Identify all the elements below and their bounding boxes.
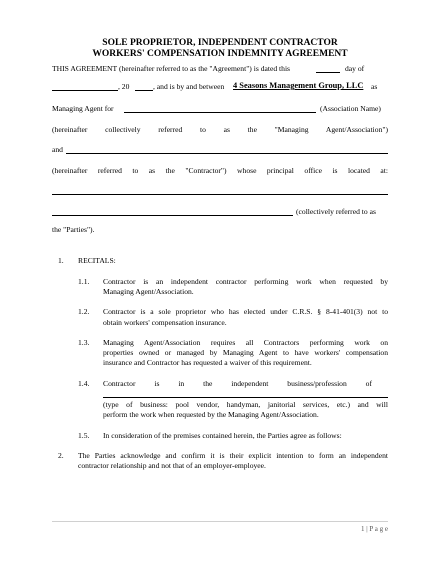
intro-line-1-day: day of: [345, 64, 365, 73]
footer-divider: [52, 521, 388, 522]
intro-parties: the "Parties").: [52, 225, 95, 234]
recital-1-2-number: 1.2.: [78, 307, 90, 316]
page-number: 1: [361, 525, 365, 533]
recital-1-4-number: 1.4.: [78, 379, 90, 388]
section-2-line-2: contractor relationship and not that of an employer-employee.: [78, 461, 266, 470]
recital-1-4-line-1: Contractor is in the independent business/profession of: [103, 379, 372, 388]
intro-year-prefix: , 20: [118, 82, 130, 91]
blank-association-name: [124, 112, 316, 113]
association-name-label: (Association Name): [320, 104, 381, 113]
section-2-line-1: The Parties acknowledge and confirm it is their explicit intention to form an independent: [78, 451, 388, 460]
recital-1-4-line-2: (type of business: pool vendor, handyman, janitorial services, etc.) and will: [103, 400, 388, 409]
page-footer: [361, 525, 388, 533]
company-name: 4 Seasons Management Group, LLC: [233, 81, 364, 90]
blank-address-line-1: [52, 194, 388, 195]
section-2-number: 2.: [58, 451, 64, 460]
recital-1-2-line-2: obtain workers' compensation insurance.: [103, 318, 227, 327]
recital-1-1-number: 1.1.: [78, 277, 90, 286]
blank-contractor-name: [66, 153, 388, 154]
recital-1-1-line-2: Managing Agent/Association.: [103, 287, 194, 296]
recital-1-3-number: 1.3.: [78, 338, 90, 347]
recital-1-5-number: 1.5.: [78, 431, 90, 440]
recital-1-1-line-1: Contractor is an independent contractor performing work when requested by: [103, 277, 388, 286]
intro-line-6: (hereinafter referred to as the "Contractor") whose principal office is located at:: [52, 166, 388, 175]
recital-1-3-line-2: properties owned or managed by Managing Agent to have workers' compensation: [103, 348, 388, 357]
managing-agent-for-label: Managing Agent for: [52, 104, 114, 113]
intro-line-4: (hereinafter collectively referred to as the "Managing Agent/Association"): [52, 125, 388, 134]
blank-address-line-2: [52, 215, 293, 216]
section-1-title: RECITALS:: [78, 256, 116, 265]
blank-year: [135, 90, 153, 91]
document-title-line-1: SOLE PROPRIETOR, INDEPENDENT CONTRACTOR: [102, 38, 338, 48]
recital-1-2-line-1: Contractor is a sole proprietor who has elected under C.R.S. § 8-41-401(3) not to: [103, 307, 388, 316]
intro-line-1-text: THIS AGREEMENT (hereinafter referred to as the "Agreement") is dated this: [52, 64, 291, 73]
intro-collectively: (collectively referred to as: [296, 207, 376, 216]
document-title-line-2: WORKERS' COMPENSATION INDEMNITY AGREEMENT: [92, 49, 348, 59]
recital-1-5-line-1: In consideration of the premises contained herein, the Parties agree as follows:: [103, 431, 342, 440]
recital-1-4-line-3: perform the work when requested by the Managing Agent/Association.: [103, 410, 319, 419]
blank-day: [316, 72, 340, 73]
blank-month: [52, 90, 118, 91]
recital-1-3-line-3: insurance and Contractor has requested a waiver of this requirement.: [103, 358, 312, 367]
recital-1-3-line-1: Managing Agent/Association requires all Contractors performing work on: [103, 338, 388, 347]
intro-by-and-between: , and is by and between: [153, 82, 225, 91]
blank-business-type: [103, 397, 388, 398]
intro-as: as: [371, 82, 378, 91]
section-1-number: 1.: [58, 256, 64, 265]
intro-and: and: [52, 145, 63, 154]
page-label: | P a g e: [366, 525, 388, 533]
